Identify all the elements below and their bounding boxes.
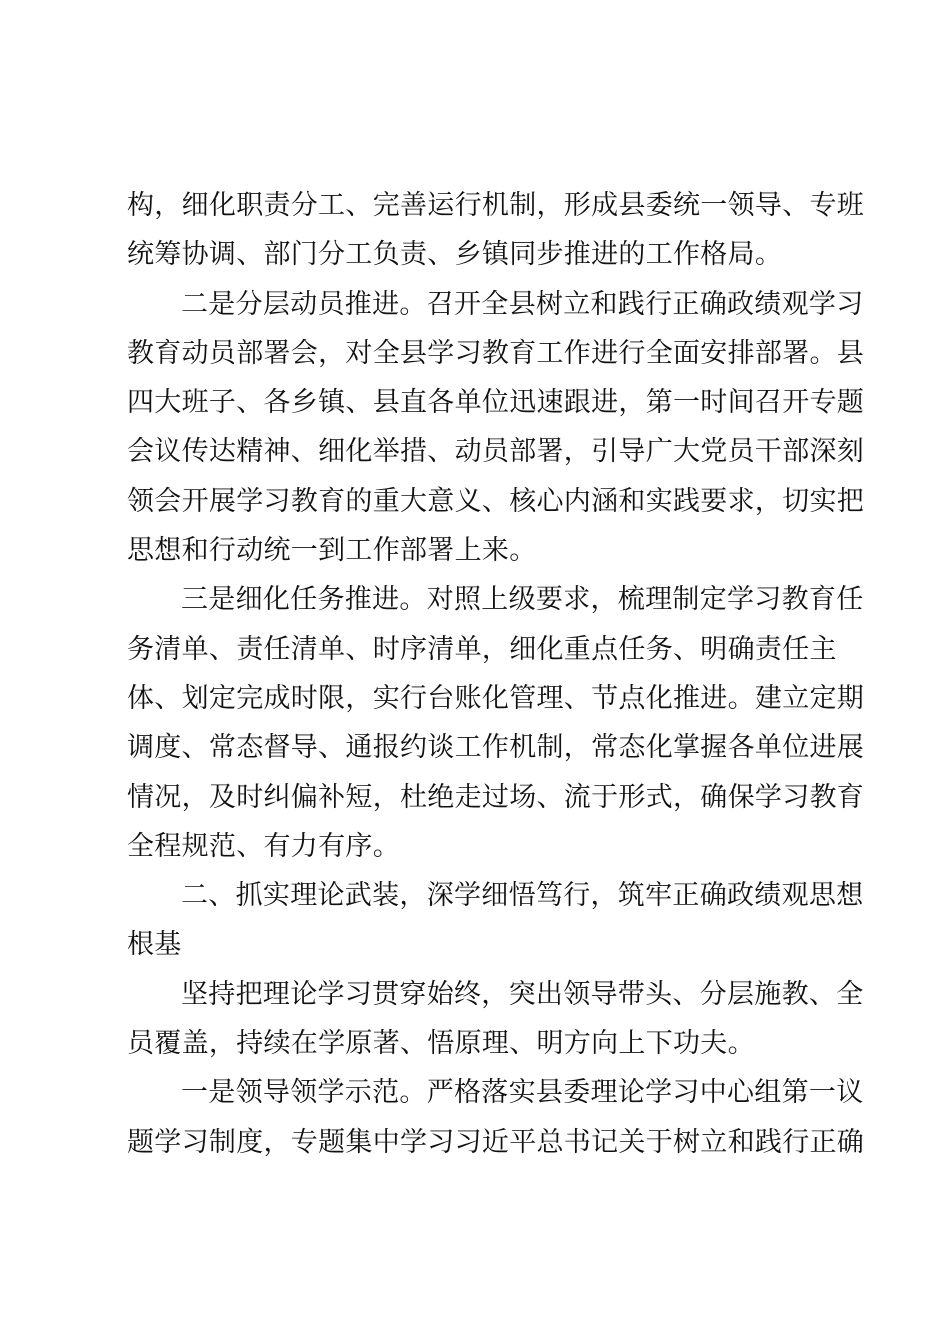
paragraph-line: 体、划定完成时限，实行台账化管理、节点化推进。建立定期 bbox=[127, 682, 865, 714]
document-body bbox=[127, 181, 865, 1167]
paragraph-line: 教育动员部署会，对全县学习教育工作进行全面安排部署。县 bbox=[127, 337, 865, 369]
paragraph-line: 一是领导领学示范。严格落实县委理论学习中心组第一议 bbox=[181, 1077, 864, 1109]
paragraph-line: 情况，及时纠偏补短，杜绝走过场、流于形式，确保学习教育 bbox=[127, 781, 865, 813]
paragraph-line: 务清单、责任清单、时序清单，细化重点任务、明确责任主 bbox=[127, 633, 837, 665]
section-heading-line: 二、抓实理论武装，深学细悟笃行，筑牢正确政绩观思想 bbox=[181, 880, 864, 912]
paragraph-line: 会议传达精神、细化举措、动员部署，引导广大党员干部深刻 bbox=[127, 436, 865, 468]
paragraph-line: 调度、常态督导、通报约谈工作机制，常态化掌握各单位进展 bbox=[127, 732, 865, 764]
section-heading-line: 根基 bbox=[127, 929, 182, 961]
paragraph-line: 统筹协调、部门分工负责、乡镇同步推进的工作格局。 bbox=[127, 239, 783, 271]
paragraph-line: 四大班子、各乡镇、县直各单位迅速跟进，第一时间召开专题 bbox=[127, 387, 865, 419]
paragraph-line: 三是细化任务推进。对照上级要求，梳理制定学习教育任 bbox=[181, 584, 864, 616]
paragraph-line: 领会开展学习教育的重大意义、核心内涵和实践要求，切实把 bbox=[127, 485, 865, 517]
paragraph-line: 二是分层动员推进。召开全县树立和践行正确政绩观学习 bbox=[181, 288, 864, 320]
paragraph-line: 构，细化职责分工、完善运行机制，形成县委统一领导、专班 bbox=[127, 190, 865, 221]
paragraph-line: 坚持把理论学习贯穿始终，突出领导带头、分层施教、全 bbox=[181, 978, 864, 1010]
paragraph-line: 全程规范、有力有序。 bbox=[127, 830, 400, 862]
paragraph-line: 员覆盖，持续在学原著、悟原理、明方向上下功夫。 bbox=[127, 1028, 755, 1060]
paragraph-line: 思想和行动统一到工作部署上来。 bbox=[127, 535, 537, 567]
paragraph-line: 题学习制度，专题集中学习习近平总书记关于树立和践行正确 bbox=[127, 1126, 865, 1158]
